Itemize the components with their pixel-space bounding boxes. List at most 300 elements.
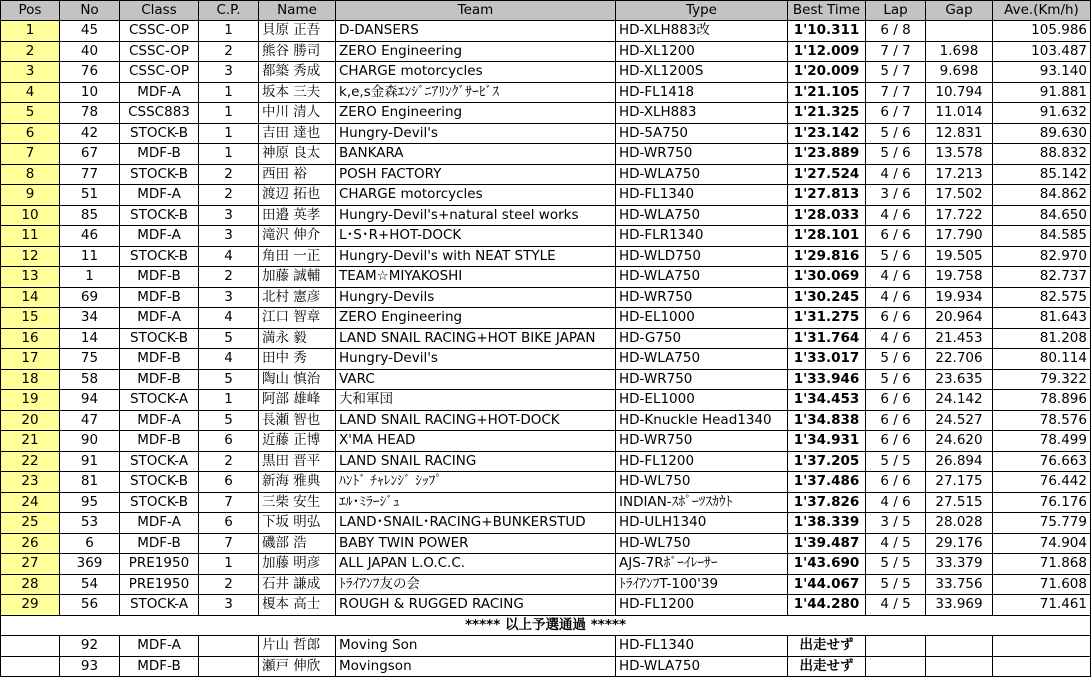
- cell-lap: 6 / 7: [866, 103, 926, 124]
- cell-no: 81: [60, 472, 120, 493]
- cell-no: 75: [60, 349, 120, 370]
- cell-cp: 2: [199, 574, 259, 595]
- cell-gap: 23.635: [926, 369, 993, 390]
- cell-best-time: 出走せず: [788, 656, 866, 677]
- cell-team: ZERO Engineering: [336, 308, 616, 329]
- cell-lap: [866, 636, 926, 657]
- header-type: Type: [616, 1, 788, 21]
- cell-no: 54: [60, 574, 120, 595]
- cell-pos: 10: [1, 205, 60, 226]
- cell-cp: 7: [199, 492, 259, 513]
- cell-gap: [926, 21, 993, 42]
- cell-name: 近藤 正博: [259, 431, 336, 452]
- cell-type: HD-EL1000: [616, 308, 788, 329]
- cell-class: MDF-B: [120, 287, 199, 308]
- cell-no: 45: [60, 21, 120, 42]
- cell-pos: 4: [1, 82, 60, 103]
- cell-team: TEAM☆MIYAKOSHI: [336, 267, 616, 288]
- non-starter-row: [1, 636, 1091, 657]
- cell-class: STOCK-B: [120, 164, 199, 185]
- cell-name: 阿部 雄峰: [259, 390, 336, 411]
- cell-pos: 1: [1, 21, 60, 42]
- cell-class: CSSC-OP: [120, 21, 199, 42]
- cell-best-time: 1'34.453: [788, 390, 866, 411]
- cell-team: BABY TWIN POWER: [336, 533, 616, 554]
- cell-name: 角田 一正: [259, 246, 336, 267]
- cell-average-speed: 79.322: [993, 369, 1091, 390]
- cell-best-time: 1'39.487: [788, 533, 866, 554]
- cell-gap: 20.964: [926, 308, 993, 329]
- cell-team: ZERO Engineering: [336, 103, 616, 124]
- cell-name: 磯部 浩: [259, 533, 336, 554]
- cell-team: Hungry-Devils: [336, 287, 616, 308]
- cell-class: MDF-B: [120, 267, 199, 288]
- cell-type: HD-XL1200S: [616, 62, 788, 83]
- cell-type: HD-WL750: [616, 533, 788, 554]
- cell-gap: 24.620: [926, 431, 993, 452]
- cell-best-time: 出走せず: [788, 636, 866, 657]
- table-row: [1, 226, 1091, 247]
- cell-class: MDF-B: [120, 369, 199, 390]
- cell-class: MDF-A: [120, 410, 199, 431]
- cell-class: STOCK-B: [120, 472, 199, 493]
- cell-no: 77: [60, 164, 120, 185]
- cell-gap: 27.175: [926, 472, 993, 493]
- cell-name: 黒田 晋平: [259, 451, 336, 472]
- cell-average-speed: 89.630: [993, 123, 1091, 144]
- separator-body: [1, 615, 1091, 636]
- cell-average-speed: 78.499: [993, 431, 1091, 452]
- cell-no: 40: [60, 41, 120, 62]
- cell-pos: 15: [1, 308, 60, 329]
- table-row: [1, 123, 1091, 144]
- cell-no: 92: [60, 636, 120, 657]
- cell-pos: 17: [1, 349, 60, 370]
- cell-gap: 24.527: [926, 410, 993, 431]
- cell-best-time: 1'33.017: [788, 349, 866, 370]
- cell-team: X'MA HEAD: [336, 431, 616, 452]
- cell-pos: 11: [1, 226, 60, 247]
- cell-lap: 4 / 6: [866, 164, 926, 185]
- cell-name: 江口 智章: [259, 308, 336, 329]
- cell-name: 田中 秀: [259, 349, 336, 370]
- cell-pos: [1, 636, 60, 657]
- table-row: [1, 164, 1091, 185]
- results-body: [1, 21, 1091, 616]
- cell-team: CHARGE motorcycles: [336, 185, 616, 206]
- cell-team: VARC: [336, 369, 616, 390]
- header-class: Class: [120, 1, 199, 21]
- cell-type: HD-ULH1340: [616, 513, 788, 534]
- cell-team: ﾄﾗｲｱﾝﾌ友の会: [336, 574, 616, 595]
- table-row: [1, 21, 1091, 42]
- cell-pos: 24: [1, 492, 60, 513]
- cell-gap: 17.213: [926, 164, 993, 185]
- cell-cp: 5: [199, 369, 259, 390]
- table-row: [1, 328, 1091, 349]
- cell-average-speed: 76.176: [993, 492, 1091, 513]
- table-row: [1, 267, 1091, 288]
- cell-type: HD-G750: [616, 328, 788, 349]
- cell-team: BANKARA: [336, 144, 616, 165]
- cell-class: STOCK-A: [120, 595, 199, 616]
- cell-class: PRE1950: [120, 574, 199, 595]
- header-gap: Gap: [926, 1, 993, 21]
- table-row: [1, 246, 1091, 267]
- cell-pos: 2: [1, 41, 60, 62]
- cell-gap: 10.794: [926, 82, 993, 103]
- cell-no: 10: [60, 82, 120, 103]
- cell-best-time: 1'20.009: [788, 62, 866, 83]
- cell-class: CSSC883: [120, 103, 199, 124]
- cell-gap: 28.028: [926, 513, 993, 534]
- cell-lap: 5 / 5: [866, 451, 926, 472]
- cell-name: 滝沢 伸介: [259, 226, 336, 247]
- cell-team: 大和軍団: [336, 390, 616, 411]
- cell-class: MDF-A: [120, 636, 199, 657]
- cell-cp: 3: [199, 287, 259, 308]
- cell-average-speed: 76.442: [993, 472, 1091, 493]
- cell-lap: 5 / 5: [866, 554, 926, 575]
- table-row: [1, 62, 1091, 83]
- cell-cp: 2: [199, 164, 259, 185]
- cell-no: 95: [60, 492, 120, 513]
- cell-no: 11: [60, 246, 120, 267]
- cell-class: MDF-B: [120, 144, 199, 165]
- cell-type: HD-WLA750: [616, 349, 788, 370]
- cell-team: Hungry-Devil's with NEAT STYLE: [336, 246, 616, 267]
- cell-no: 58: [60, 369, 120, 390]
- cell-best-time: 1'33.946: [788, 369, 866, 390]
- cell-pos: 25: [1, 513, 60, 534]
- cell-team: ZERO Engineering: [336, 41, 616, 62]
- cell-name: 片山 哲郎: [259, 636, 336, 657]
- cell-lap: 4 / 5: [866, 595, 926, 616]
- cell-type: HD-FL1340: [616, 185, 788, 206]
- cell-lap: 4 / 6: [866, 267, 926, 288]
- table-row: [1, 185, 1091, 206]
- cell-cp: 4: [199, 246, 259, 267]
- cell-class: PRE1950: [120, 554, 199, 575]
- header-best-time: Best Time: [788, 1, 866, 21]
- cell-gap: 27.515: [926, 492, 993, 513]
- cell-average-speed: 71.608: [993, 574, 1091, 595]
- cell-class: MDF-A: [120, 308, 199, 329]
- cell-lap: 4 / 6: [866, 328, 926, 349]
- cell-average-speed: 103.487: [993, 41, 1091, 62]
- cell-pos: 9: [1, 185, 60, 206]
- header-lap: Lap: [866, 1, 926, 21]
- cell-gap: 26.894: [926, 451, 993, 472]
- cell-cp: 1: [199, 554, 259, 575]
- cell-name: 北村 憲彦: [259, 287, 336, 308]
- cell-average-speed: 84.862: [993, 185, 1091, 206]
- cell-cp: 6: [199, 472, 259, 493]
- cell-class: STOCK-A: [120, 451, 199, 472]
- cell-no: 14: [60, 328, 120, 349]
- table-row: [1, 533, 1091, 554]
- cell-pos: 23: [1, 472, 60, 493]
- cell-type: HD-WR750: [616, 369, 788, 390]
- cell-lap: 5 / 6: [866, 349, 926, 370]
- table-row: [1, 554, 1091, 575]
- cell-no: 34: [60, 308, 120, 329]
- cell-cp: 4: [199, 308, 259, 329]
- cell-name: 加藤 誠輔: [259, 267, 336, 288]
- cell-type: HD-EL1000: [616, 390, 788, 411]
- cell-no: 46: [60, 226, 120, 247]
- cell-lap: 3 / 6: [866, 185, 926, 206]
- table-row: [1, 308, 1091, 329]
- cell-team: D-DANSERS: [336, 21, 616, 42]
- non-starter-row: [1, 656, 1091, 677]
- cell-average-speed: 105.986: [993, 21, 1091, 42]
- header-pos: Pos: [1, 1, 60, 21]
- cell-lap: 6 / 6: [866, 308, 926, 329]
- cell-class: MDF-B: [120, 431, 199, 452]
- cell-cp: 5: [199, 410, 259, 431]
- cell-best-time: 1'30.245: [788, 287, 866, 308]
- cell-average-speed: 76.663: [993, 451, 1091, 472]
- cell-gap: 19.934: [926, 287, 993, 308]
- cell-gap: 22.706: [926, 349, 993, 370]
- cell-class: MDF-B: [120, 349, 199, 370]
- cell-class: CSSC-OP: [120, 41, 199, 62]
- cell-average-speed: 80.114: [993, 349, 1091, 370]
- cell-lap: 5 / 6: [866, 123, 926, 144]
- cell-gap: 33.379: [926, 554, 993, 575]
- cell-gap: [926, 636, 993, 657]
- cell-lap: 3 / 5: [866, 513, 926, 534]
- table-row: [1, 390, 1091, 411]
- cell-name: 瀬戸 伸欣: [259, 656, 336, 677]
- cell-name: 加藤 明彦: [259, 554, 336, 575]
- cell-lap: 6 / 8: [866, 21, 926, 42]
- cell-no: 67: [60, 144, 120, 165]
- cell-team: Hungry-Devil's: [336, 349, 616, 370]
- cell-gap: 33.969: [926, 595, 993, 616]
- cell-pos: 19: [1, 390, 60, 411]
- cell-class: STOCK-B: [120, 123, 199, 144]
- cell-name: 陶山 慎治: [259, 369, 336, 390]
- cell-best-time: 1'21.105: [788, 82, 866, 103]
- cell-cp: 6: [199, 513, 259, 534]
- cell-best-time: 1'37.486: [788, 472, 866, 493]
- cell-best-time: 1'31.275: [788, 308, 866, 329]
- cell-team: ALL JAPAN L.O.C.C.: [336, 554, 616, 575]
- cell-type: HD-FL1200: [616, 451, 788, 472]
- cell-average-speed: 88.832: [993, 144, 1091, 165]
- cell-average-speed: 85.142: [993, 164, 1091, 185]
- header-no: No: [60, 1, 120, 21]
- cell-type: HD-FL1200: [616, 595, 788, 616]
- cell-pos: 12: [1, 246, 60, 267]
- cell-name: 長瀬 智也: [259, 410, 336, 431]
- table-row: [1, 410, 1091, 431]
- header-cp: C.P.: [199, 1, 259, 21]
- cell-no: 47: [60, 410, 120, 431]
- cell-pos: 8: [1, 164, 60, 185]
- cell-gap: 21.453: [926, 328, 993, 349]
- table-row: [1, 472, 1091, 493]
- cell-best-time: 1'23.889: [788, 144, 866, 165]
- cell-best-time: 1'44.067: [788, 574, 866, 595]
- table-row: [1, 513, 1091, 534]
- cell-class: MDF-A: [120, 185, 199, 206]
- cell-team: Hungry-Devil's+natural steel works: [336, 205, 616, 226]
- cell-pos: 28: [1, 574, 60, 595]
- cell-lap: 6 / 6: [866, 472, 926, 493]
- cell-lap: 7 / 7: [866, 41, 926, 62]
- cell-no: 53: [60, 513, 120, 534]
- cell-best-time: 1'37.205: [788, 451, 866, 472]
- cell-class: STOCK-B: [120, 246, 199, 267]
- cell-average-speed: 84.585: [993, 226, 1091, 247]
- table-row: [1, 103, 1091, 124]
- cell-cp: 6: [199, 431, 259, 452]
- cell-class: STOCK-B: [120, 328, 199, 349]
- cell-gap: 17.722: [926, 205, 993, 226]
- cell-gap: 33.756: [926, 574, 993, 595]
- cell-cp: 1: [199, 82, 259, 103]
- cell-no: 91: [60, 451, 120, 472]
- cell-type: HD-XLH883: [616, 103, 788, 124]
- cell-pos: 18: [1, 369, 60, 390]
- cell-class: MDF-B: [120, 656, 199, 677]
- cell-best-time: 1'34.838: [788, 410, 866, 431]
- cell-best-time: 1'29.816: [788, 246, 866, 267]
- cell-gap: 12.831: [926, 123, 993, 144]
- cell-cp: 2: [199, 267, 259, 288]
- cell-type: HD-WL750: [616, 472, 788, 493]
- cell-gap: 17.502: [926, 185, 993, 206]
- cell-average-speed: 78.896: [993, 390, 1091, 411]
- cell-gap: 19.758: [926, 267, 993, 288]
- cell-type: HD-WLA750: [616, 656, 788, 677]
- cell-average-speed: 84.650: [993, 205, 1091, 226]
- cell-team: ｴﾙ･ﾐﾗｰｼﾞｭ: [336, 492, 616, 513]
- cell-type: INDIAN-ｽﾎﾟｰﾂｽｶｳﾄ: [616, 492, 788, 513]
- cell-pos: 22: [1, 451, 60, 472]
- cell-type: HD-WR750: [616, 287, 788, 308]
- cell-team: Moving Son: [336, 636, 616, 657]
- cell-type: HD-Knuckle Head1340: [616, 410, 788, 431]
- cell-team: POSH FACTORY: [336, 164, 616, 185]
- cell-average-speed: 93.140: [993, 62, 1091, 83]
- cell-type: HD-5A750: [616, 123, 788, 144]
- cell-type: HD-WLA750: [616, 267, 788, 288]
- cell-best-time: 1'27.813: [788, 185, 866, 206]
- cell-type: HD-XLH883改: [616, 21, 788, 42]
- cell-gap: 9.698: [926, 62, 993, 83]
- cell-lap: 6 / 6: [866, 226, 926, 247]
- cell-pos: 5: [1, 103, 60, 124]
- cell-no: 56: [60, 595, 120, 616]
- cell-class: STOCK-A: [120, 390, 199, 411]
- cell-cp: 1: [199, 144, 259, 165]
- cell-gap: 1.698: [926, 41, 993, 62]
- cell-cp: 3: [199, 205, 259, 226]
- cell-gap: 24.142: [926, 390, 993, 411]
- cell-type: HD-WLA750: [616, 164, 788, 185]
- cell-cp: 1: [199, 103, 259, 124]
- table-row: [1, 574, 1091, 595]
- cell-best-time: 1'12.009: [788, 41, 866, 62]
- cell-name: 西田 裕: [259, 164, 336, 185]
- cell-cp: 4: [199, 349, 259, 370]
- cell-cp: [199, 656, 259, 677]
- cell-cp: 7: [199, 533, 259, 554]
- cell-name: 榎本 高士: [259, 595, 336, 616]
- cell-lap: 4 / 6: [866, 205, 926, 226]
- cell-class: CSSC-OP: [120, 62, 199, 83]
- cell-type: ﾄﾗｲｱﾝﾌT-100'39: [616, 574, 788, 595]
- cell-pos: 13: [1, 267, 60, 288]
- cell-lap: 5 / 7: [866, 62, 926, 83]
- cell-lap: 4 / 6: [866, 492, 926, 513]
- cell-gap: 13.578: [926, 144, 993, 165]
- cell-name: 下坂 明弘: [259, 513, 336, 534]
- cell-average-speed: 81.208: [993, 328, 1091, 349]
- cell-name: 田邉 英孝: [259, 205, 336, 226]
- cell-cp: 2: [199, 41, 259, 62]
- cell-cp: 2: [199, 185, 259, 206]
- cell-no: 85: [60, 205, 120, 226]
- cell-average-speed: 78.576: [993, 410, 1091, 431]
- cell-name: 都築 秀成: [259, 62, 336, 83]
- cell-team: CHARGE motorcycles: [336, 62, 616, 83]
- cell-best-time: 1'43.690: [788, 554, 866, 575]
- cell-pos: 16: [1, 328, 60, 349]
- cell-lap: 6 / 6: [866, 390, 926, 411]
- cell-best-time: 1'38.339: [788, 513, 866, 534]
- cell-team: Hungry-Devil's: [336, 123, 616, 144]
- cell-no: 76: [60, 62, 120, 83]
- cell-type: AJS-7Rﾎﾞｰｲﾚｰｻｰ: [616, 554, 788, 575]
- header-average-speed: Ave.(Km/h): [993, 1, 1091, 21]
- cell-no: 69: [60, 287, 120, 308]
- cell-class: MDF-A: [120, 513, 199, 534]
- cell-no: 42: [60, 123, 120, 144]
- cell-cp: 1: [199, 123, 259, 144]
- cell-type: HD-FL1340: [616, 636, 788, 657]
- cell-average-speed: 82.970: [993, 246, 1091, 267]
- cell-average-speed: 71.461: [993, 595, 1091, 616]
- cell-average-speed: 71.868: [993, 554, 1091, 575]
- cell-best-time: 1'30.069: [788, 267, 866, 288]
- cell-class: MDF-A: [120, 226, 199, 247]
- header-name: Name: [259, 1, 336, 21]
- cell-type: HD-WLA750: [616, 205, 788, 226]
- cell-lap: [866, 656, 926, 677]
- cell-class: MDF-A: [120, 82, 199, 103]
- cell-best-time: 1'34.931: [788, 431, 866, 452]
- cell-cp: 3: [199, 226, 259, 247]
- cell-type: HD-WR750: [616, 431, 788, 452]
- cell-best-time: 1'28.033: [788, 205, 866, 226]
- cell-pos: 3: [1, 62, 60, 83]
- table-row: [1, 287, 1091, 308]
- cell-pos: [1, 656, 60, 677]
- cell-average-speed: 82.737: [993, 267, 1091, 288]
- cell-pos: 29: [1, 595, 60, 616]
- cell-type: HD-FL1418: [616, 82, 788, 103]
- cell-average-speed: 91.881: [993, 82, 1091, 103]
- cell-team: LAND SNAIL RACING+HOT BIKE JAPAN: [336, 328, 616, 349]
- cell-best-time: 1'44.280: [788, 595, 866, 616]
- cell-no: 6: [60, 533, 120, 554]
- cell-name: 新海 雅典: [259, 472, 336, 493]
